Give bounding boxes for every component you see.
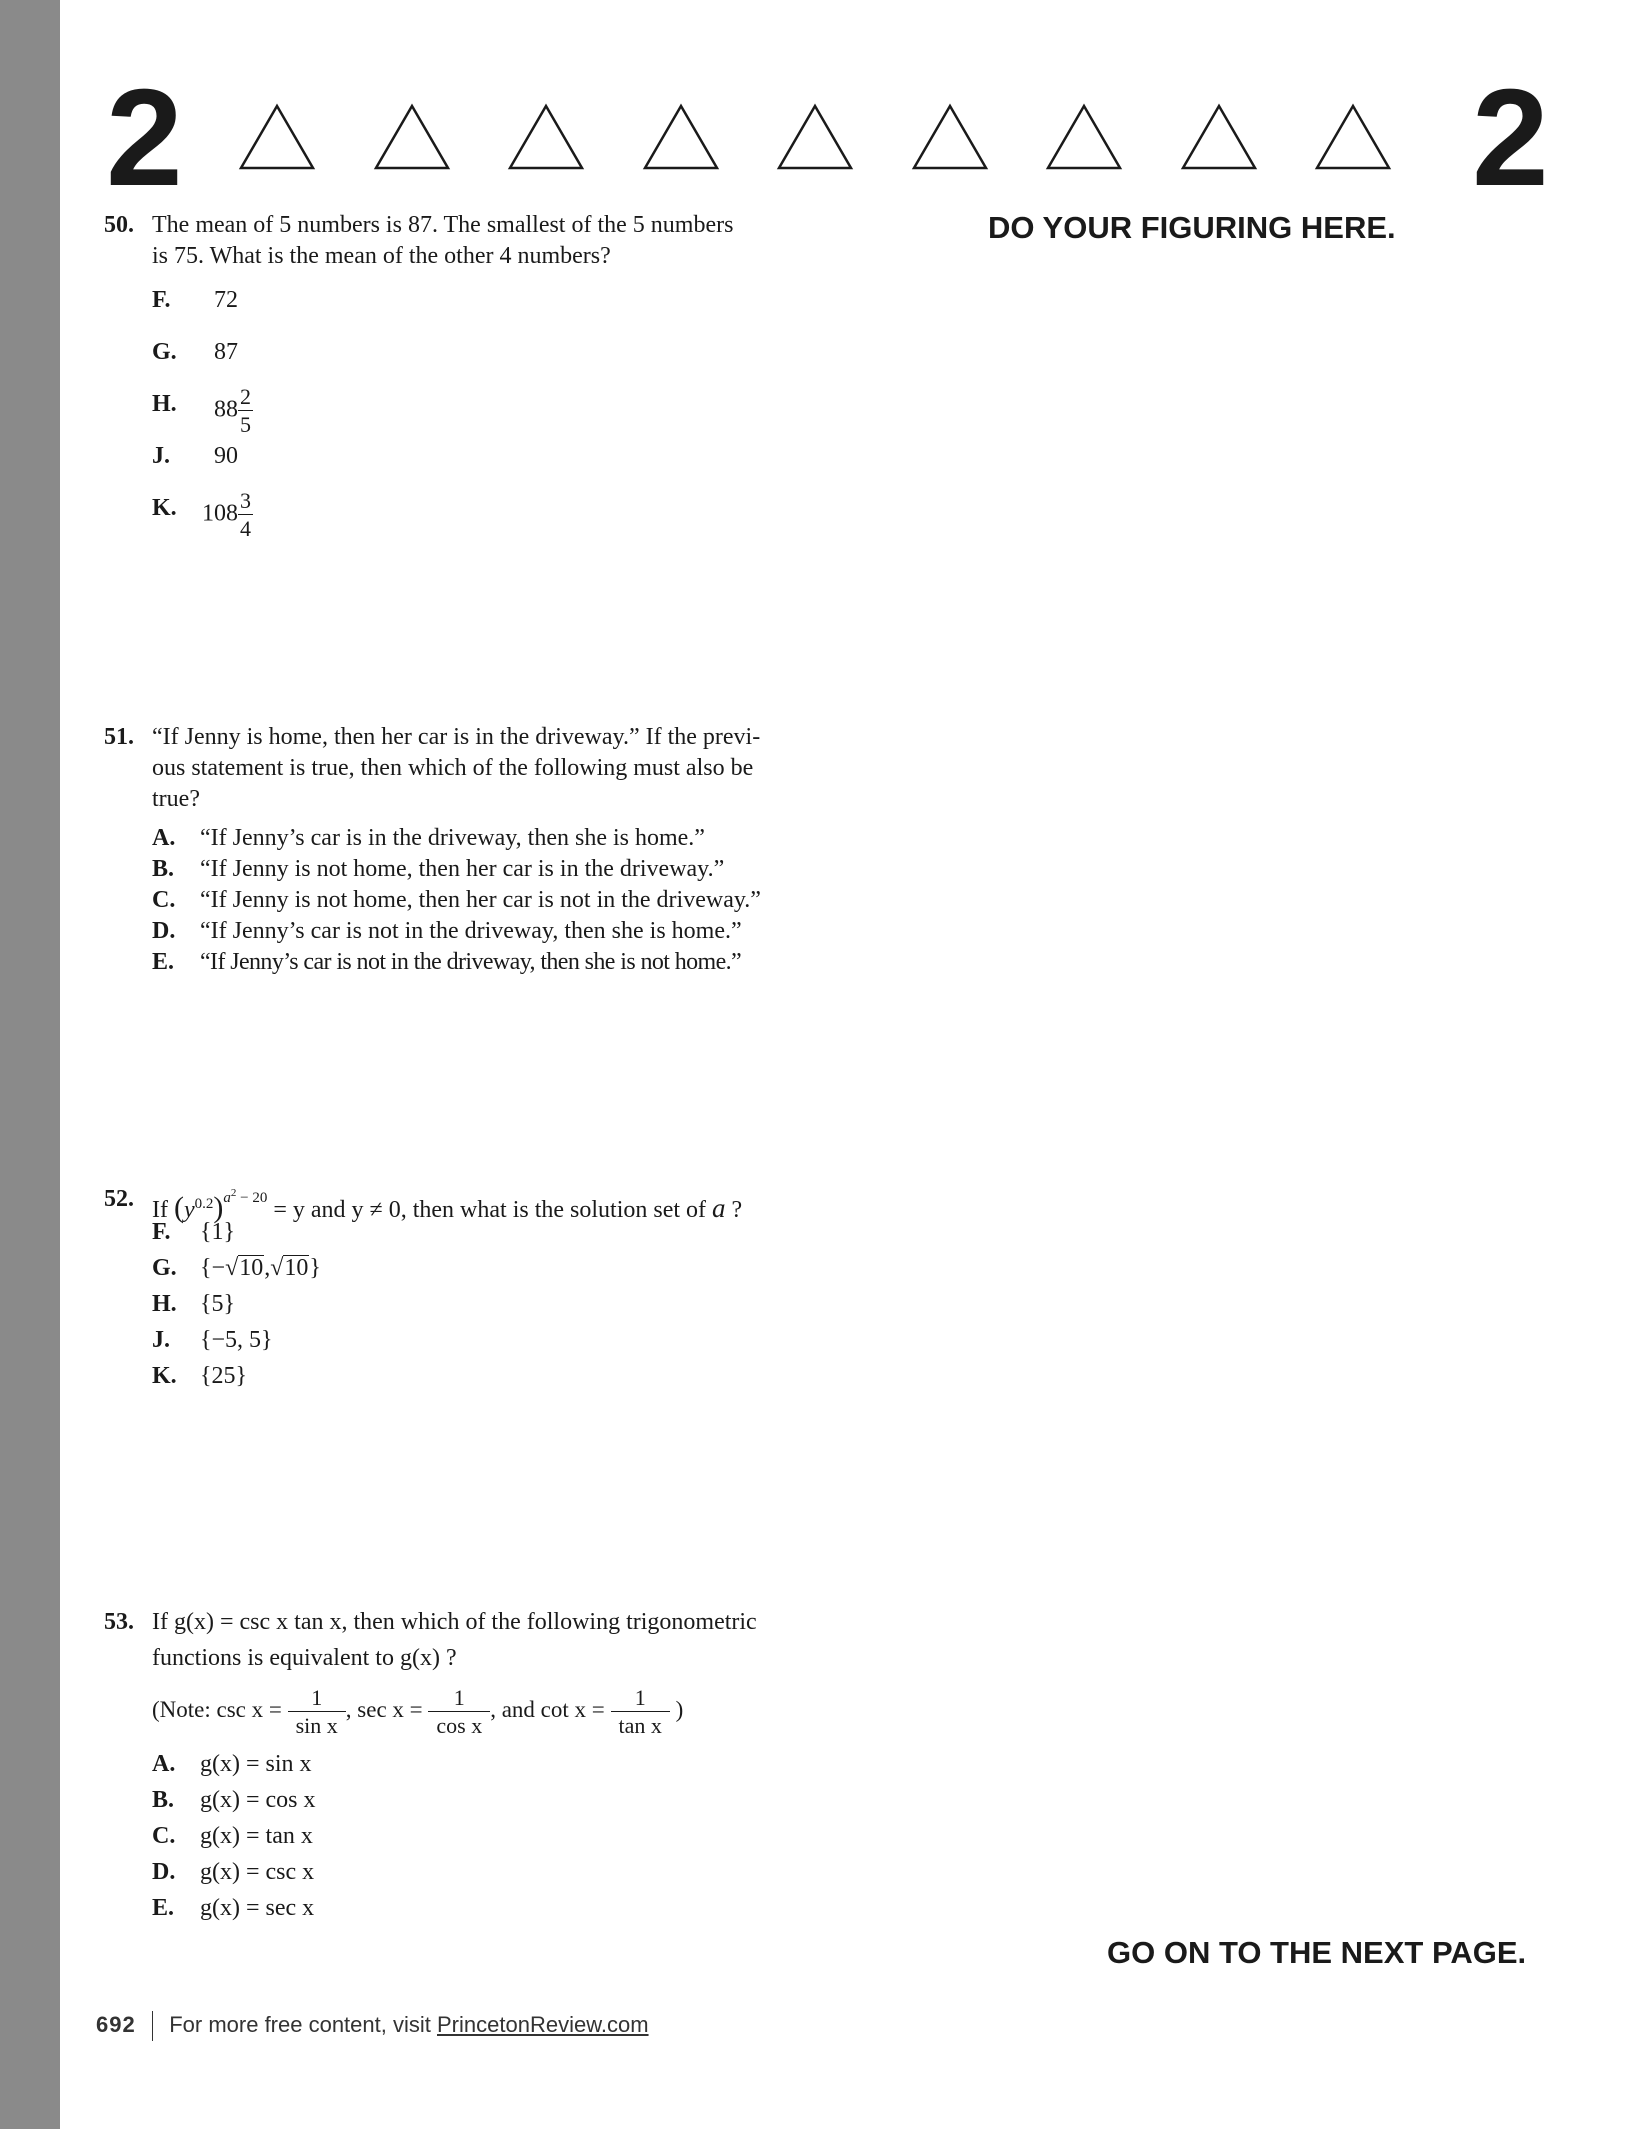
section-triangle-icon <box>776 103 854 171</box>
option-letter: K. <box>152 495 177 521</box>
answer-option-g[interactable] <box>104 334 804 386</box>
fraction <box>611 1684 670 1738</box>
option-value: 87 <box>214 339 238 365</box>
answer-option-c[interactable] <box>104 1818 804 1854</box>
option-value: 72 <box>214 287 238 313</box>
question-stem <box>104 1604 804 1676</box>
expression: ( <box>173 1191 184 1224</box>
answer-option-c[interactable] <box>104 885 804 916</box>
option-letter: J. <box>152 1327 170 1353</box>
question-stem <box>104 210 804 272</box>
denominator: 5 <box>240 412 251 437</box>
answer-option-e[interactable] <box>104 947 804 978</box>
option-letter: F. <box>152 287 171 313</box>
figuring-label: DO YOUR FIGURING HERE. <box>988 210 1396 245</box>
option-value: g(x) = tan x <box>200 1823 313 1849</box>
question-52 <box>104 1170 804 1394</box>
whole-part: 88 <box>214 396 238 423</box>
footer-link[interactable]: PrincetonReview.com <box>437 2012 649 2037</box>
numerator: 2 <box>240 384 251 409</box>
section-triangle-icon <box>1045 103 1123 171</box>
exp-power: 2 <box>230 1187 237 1199</box>
stem-line: If g(x) = csc x tan x, then which of the following trigonometric <box>152 1609 757 1635</box>
if-word: If <box>152 1197 168 1223</box>
section-triangle-icon <box>507 103 585 171</box>
mixed-number <box>202 490 253 540</box>
answer-option-k[interactable] <box>104 490 804 542</box>
page-footer <box>96 2010 649 2041</box>
answer-option-f[interactable] <box>104 282 804 334</box>
option-letter: A. <box>152 1751 176 1777</box>
section-triangle-icon <box>642 103 720 171</box>
close-paren: ) <box>213 1191 224 1224</box>
option-value: g(x) = sec x <box>200 1895 315 1921</box>
option-value: {−5, 5} <box>200 1327 273 1353</box>
question-stem <box>104 1170 804 1224</box>
page-edge-bar <box>0 0 60 2129</box>
numerator: 1 <box>611 1687 670 1712</box>
brace-close: } <box>309 1255 321 1281</box>
answer-option-k[interactable] <box>104 1358 804 1394</box>
radicand: 10 <box>284 1255 309 1281</box>
answer-option-a[interactable] <box>104 823 804 854</box>
fraction <box>288 1684 346 1738</box>
brace-open: {− <box>200 1255 226 1281</box>
section-number-left: 2 <box>106 61 183 215</box>
question-51 <box>104 722 804 978</box>
option-letter: K. <box>152 1363 177 1389</box>
option-letter: G. <box>152 1255 177 1281</box>
numerator: 1 <box>428 1687 490 1712</box>
option-letter: C. <box>152 887 176 913</box>
option-letter: B. <box>152 856 175 882</box>
footer-divider <box>152 2011 154 2041</box>
option-letter: G. <box>152 339 177 365</box>
option-letter: E. <box>152 949 175 975</box>
option-value: “If Jenny’s car is in the driveway, then she is home.” <box>200 825 705 851</box>
option-value: g(x) = csc x <box>200 1859 315 1885</box>
answer-option-b[interactable] <box>104 1782 804 1818</box>
answer-option-g[interactable] <box>104 1250 804 1286</box>
note-text: , and cot x = <box>490 1697 605 1722</box>
section-triangle-icon <box>373 103 451 171</box>
fraction <box>428 1684 490 1738</box>
option-letter: B. <box>152 1787 175 1813</box>
denominator: 4 <box>240 516 251 541</box>
option-value: g(x) = sin x <box>200 1751 312 1777</box>
whole-part: 108 <box>202 500 238 527</box>
question-50 <box>104 210 804 542</box>
fraction <box>238 490 253 540</box>
page-number: 692 <box>96 2012 136 2037</box>
question-mark: ? <box>731 1197 743 1223</box>
exp-rest: − 20 <box>236 1190 268 1206</box>
stem-line: “If Jenny is home, then her car is in the driveway.” If the previ- <box>152 724 761 750</box>
option-value: {25} <box>200 1363 248 1389</box>
section-triangle-icon <box>911 103 989 171</box>
option-letter: J. <box>152 443 170 469</box>
stem-line: ous statement is true, then which of the following must also be <box>152 755 754 781</box>
option-value: 90 <box>214 443 238 469</box>
denominator: sin x <box>295 1712 338 1738</box>
outer-exponent <box>223 1187 268 1206</box>
radicand: 10 <box>239 1255 264 1281</box>
question-number: 50. <box>104 212 134 238</box>
option-value: “If Jenny’s car is not in the driveway, then she is not home.” <box>200 949 742 975</box>
answer-option-h[interactable] <box>104 1286 804 1322</box>
option-value: “If Jenny is not home, then her car is in the driveway.” <box>200 856 725 882</box>
inner-exponent: 0.2 <box>194 1196 214 1212</box>
mixed-number <box>214 386 253 436</box>
option-letter: C. <box>152 1823 176 1849</box>
section-triangle-icon <box>1180 103 1258 171</box>
fraction <box>238 386 253 436</box>
option-letter: E. <box>152 1895 175 1921</box>
option-letter: F. <box>152 1219 171 1245</box>
option-value: “If Jenny’s car is not in the driveway, then she is home.” <box>200 918 742 944</box>
footer-text: For more free content, visit <box>169 2012 431 2037</box>
base-variable: y <box>183 1197 195 1223</box>
question-number: 51. <box>104 724 134 750</box>
note-text: ) <box>675 1697 684 1722</box>
trig-note <box>104 1676 804 1744</box>
question-number: 53. <box>104 1609 134 1635</box>
answer-option-j[interactable] <box>104 438 804 490</box>
answer-option-d[interactable] <box>104 916 804 947</box>
option-value: {5} <box>200 1291 236 1317</box>
option-value: “If Jenny is not home, then her car is not in the driveway.” <box>200 887 761 913</box>
note-text: (Note: csc x = <box>152 1697 282 1722</box>
question-number: 52. <box>104 1186 134 1212</box>
denominator: tan x <box>618 1712 662 1738</box>
numerator: 3 <box>240 488 251 513</box>
stem-line: The mean of 5 numbers is 87. The smallest of the 5 numbers <box>152 212 734 238</box>
exp-variable: a <box>223 1190 231 1206</box>
note-text: , sec x = <box>345 1697 423 1722</box>
option-letter: D. <box>152 1859 176 1885</box>
stem-line: is 75. What is the mean of the other 4 numbers? <box>152 243 611 269</box>
option-value: g(x) = cos x <box>200 1787 316 1813</box>
section-triangle-icon <box>1314 103 1392 171</box>
next-page-label: GO ON TO THE NEXT PAGE. <box>1107 1935 1527 1970</box>
option-letter: H. <box>152 391 177 417</box>
denominator: cos x <box>436 1712 483 1738</box>
option-letter: D. <box>152 918 176 944</box>
option-value: {−√10,√10} <box>200 1255 321 1281</box>
option-value: {1} <box>200 1219 236 1245</box>
section-number-right: 2 <box>1472 61 1549 215</box>
answer-option-e[interactable] <box>104 1890 804 1926</box>
solution-variable: a <box>712 1193 726 1223</box>
stem-rest: = y and y ≠ 0, then what is the solution set of <box>273 1197 707 1223</box>
answer-option-j[interactable] <box>104 1322 804 1358</box>
answer-option-a[interactable] <box>104 1746 804 1782</box>
stem-line: functions is equivalent to g(x) ? <box>152 1645 457 1671</box>
numerator: 1 <box>288 1687 346 1712</box>
stem-line: true? <box>152 786 200 812</box>
option-letter: A. <box>152 825 176 851</box>
section-triangle-icon <box>238 103 316 171</box>
option-letter: H. <box>152 1291 177 1317</box>
question-53 <box>104 1604 804 1926</box>
answer-option-h[interactable] <box>104 386 804 438</box>
comma: , <box>264 1255 271 1281</box>
question-stem <box>104 722 804 815</box>
answer-option-b[interactable] <box>104 854 804 885</box>
answer-option-f[interactable] <box>104 1214 804 1250</box>
answer-option-d[interactable] <box>104 1854 804 1890</box>
